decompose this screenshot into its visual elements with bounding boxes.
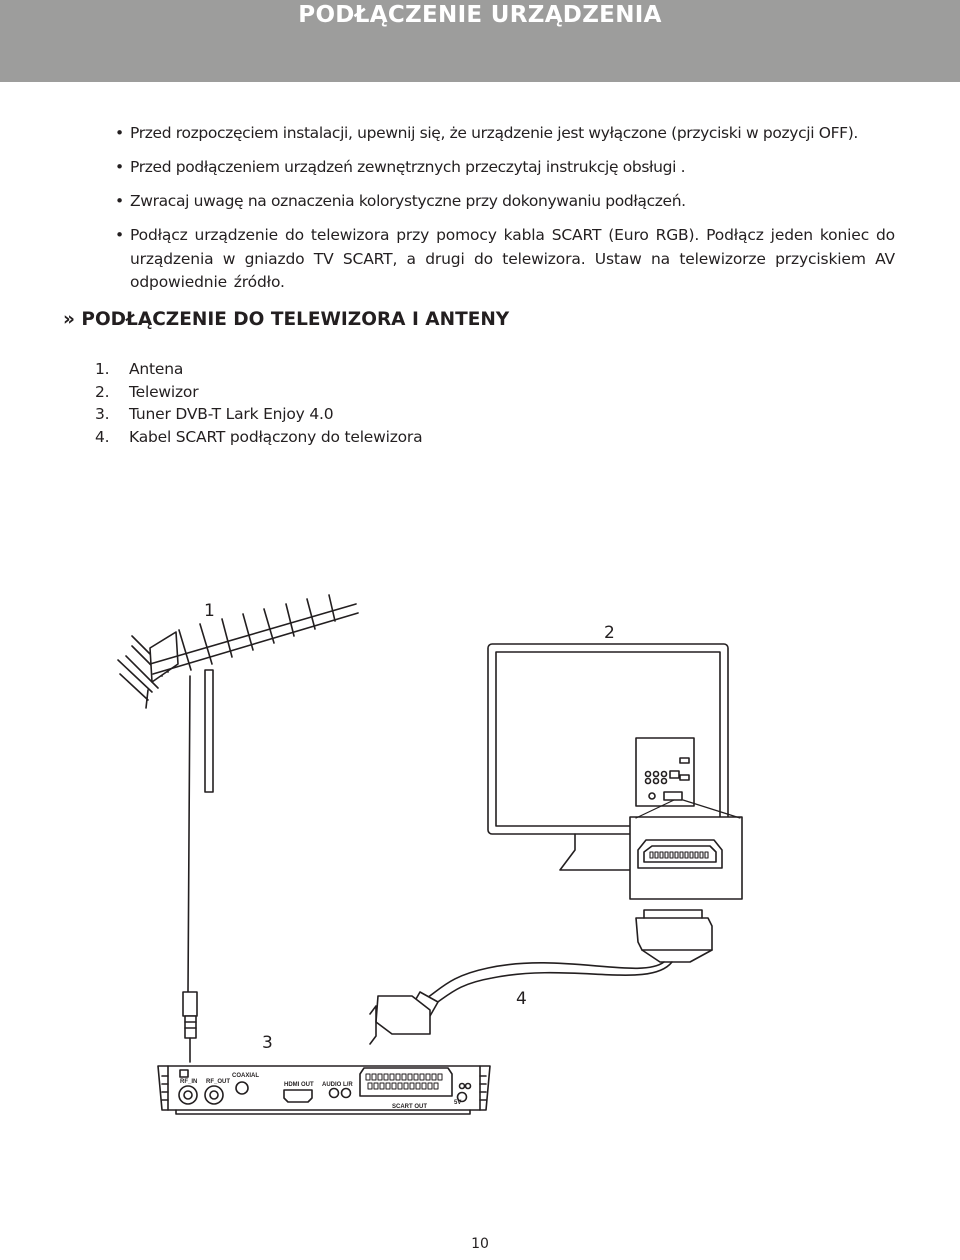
hdmi-out-label: HDMI OUT [284, 1082, 314, 1088]
component-item: 3. Tuner DVB-T Lark Enjoy 4.0 [95, 405, 334, 423]
instruction-item: • Podłącz urządzenie do telewizora przy pomocy kabla SCART (Euro RGB). Podłącz jeden koniec do urządzenia w gniazdo TV SCART, a drugi do telewizora. Ustaw na telewizorze przyciskiem AV odpowiednie źródło. [115, 226, 895, 291]
instruction-item: • Przed podłączeniem urządzeń zewnętrznych przeczytaj instrukcję obsługi . [115, 156, 895, 180]
cable-callout: 4 [516, 989, 527, 1009]
instruction-list [115, 122, 895, 305]
tv-callout: 2 [604, 623, 615, 643]
bullet-icon: • [115, 192, 124, 210]
coaxial-label: COAXIAL [232, 1073, 259, 1079]
tuner-callout: 3 [262, 1033, 273, 1053]
tv-illustration [488, 644, 742, 899]
component-list [95, 358, 422, 448]
component-item: 2. Telewizor [95, 382, 199, 401]
antenna-callout: 1 [204, 601, 215, 621]
bullet-icon: • [115, 124, 124, 142]
page-title: PODŁĄCZENIE URZĄDZENIA [298, 2, 662, 28]
instruction-item: • Przed rozpoczęciem instalacji, upewnij się, że urządzenie jest wyłączone (przyciski w pozycji OFF). [115, 122, 895, 146]
bullet-icon: • [115, 226, 124, 244]
voltage-label: 5V [454, 1100, 462, 1106]
scart-cable-illustration [370, 910, 712, 1044]
component-item: 4. Kabel SCART podłączony do telewizora [95, 427, 423, 446]
section-heading: » PODŁĄCZENIE DO TELEWIZORA I ANTENY [63, 309, 510, 330]
tuner-illustration [158, 1066, 490, 1114]
antenna-illustration [118, 595, 358, 1062]
audio-lr-label: AUDIO L/R [322, 1082, 353, 1088]
page-number: 10 [471, 1236, 489, 1252]
scart-out-label: SCART OUT [392, 1104, 427, 1110]
connection-diagram [0, 560, 960, 1160]
rf-in-label: RF_IN [180, 1079, 198, 1085]
page-header [0, 0, 960, 82]
rf-out-label: RF_OUT [206, 1079, 230, 1085]
instruction-item: • Zwracaj uwagę na oznaczenia kolorystyczne przy dokonywaniu podłączeń. [115, 190, 895, 214]
component-item: 1. Antena [95, 360, 184, 378]
bullet-icon: • [115, 158, 124, 176]
